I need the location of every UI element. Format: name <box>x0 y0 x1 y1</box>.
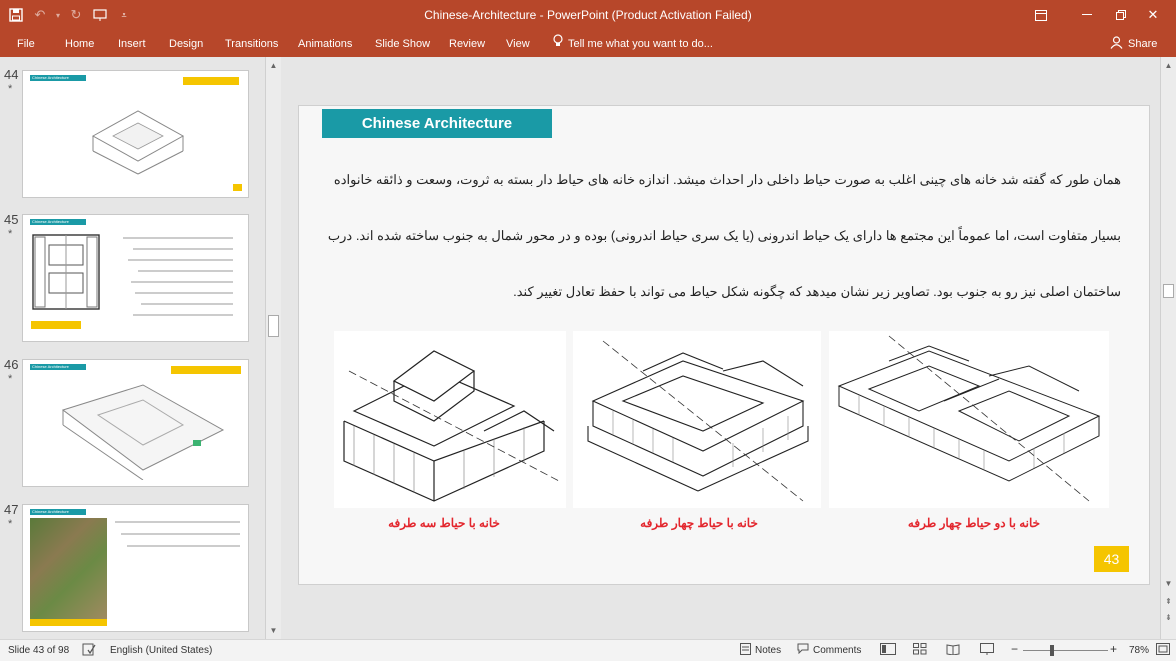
caption-two-courtyards[interactable]: خانه با دو حیاط چهار طرفه <box>907 516 1041 530</box>
body-text-line-1[interactable]: همان طور که گفته شد خانه های چینی اغلب به صورت حیاط داخلی دار احداث میشد. اندازه خانه های حیاط دار بسته به ثروت، وسعت و ذائقه خانواده <box>333 172 1121 187</box>
thumbnail-caption-box <box>183 77 239 85</box>
aerial-photo-image <box>30 518 107 619</box>
ribbon-tabs <box>0 30 1176 57</box>
thumbnail-caption-box <box>171 366 241 374</box>
scroll-up-icon[interactable]: ▲ <box>269 61 278 70</box>
caption-three-sided[interactable]: خانه با حیاط سه طرفه <box>388 516 500 530</box>
caption-four-sided[interactable]: خانه با حیاط چهار طرفه <box>640 516 758 530</box>
tab-animations[interactable]: Animations <box>298 38 353 50</box>
thumbnail-number: 45 <box>4 212 19 227</box>
scroll-thumb[interactable] <box>1163 284 1174 298</box>
status-bar <box>0 639 1176 661</box>
slide-page-number: 43 <box>1094 546 1129 572</box>
title-bar <box>0 0 1176 30</box>
tell-me-search[interactable] <box>553 34 713 54</box>
tab-design[interactable]: Design <box>169 38 204 50</box>
slide-editing-area <box>282 57 1160 639</box>
thumbnail-sketch <box>83 96 193 176</box>
slide-show-view-icon[interactable] <box>980 643 994 658</box>
thumbnail-floor-plan <box>31 233 101 311</box>
animation-star-icon: * <box>8 83 13 95</box>
thumbnail-sketch <box>53 380 233 480</box>
tab-file[interactable]: File <box>17 38 35 50</box>
thumbnail-page-badge <box>233 184 242 191</box>
scroll-up-icon[interactable]: ▲ <box>1164 61 1173 70</box>
slide-thumbnail-46[interactable] <box>22 359 249 487</box>
next-slide-icon[interactable]: ⇟ <box>1165 613 1172 622</box>
window-title: Chinese-Architecture - PowerPoint (Product Activation Failed) <box>424 8 752 22</box>
slide-canvas[interactable] <box>298 105 1150 585</box>
thumbnail-title: Chinese Architecture <box>30 509 86 515</box>
spelling-check-icon[interactable] <box>82 643 96 659</box>
thumbnail-number: 47 <box>4 502 19 517</box>
previous-slide-icon[interactable]: ⇞ <box>1165 597 1172 606</box>
language-status[interactable]: English (United States) <box>110 645 213 656</box>
notes-icon <box>740 643 751 658</box>
zoom-out-icon[interactable]: − <box>1011 642 1019 656</box>
ribbon-display-options-icon[interactable] <box>1018 0 1064 30</box>
thumbnail-scrollbar[interactable] <box>265 57 281 639</box>
thumbnail-title: Chinese Architecture <box>30 75 86 81</box>
zoom-in-icon[interactable]: + <box>1110 642 1118 656</box>
two-courtyards-image[interactable] <box>829 331 1109 508</box>
slide-title[interactable]: Chinese Architecture <box>322 109 552 138</box>
share-button[interactable] <box>1110 33 1157 55</box>
undo-icon[interactable]: ↶ <box>34 7 46 22</box>
animation-star-icon: * <box>8 228 13 240</box>
tab-review[interactable]: Review <box>449 38 486 50</box>
slide-thumbnail-pane <box>0 57 264 639</box>
comment-icon <box>797 643 809 657</box>
thumbnail-number: 46 <box>4 357 19 372</box>
slide-thumbnail-47[interactable] <box>22 504 249 632</box>
zoom-level[interactable]: 78% <box>1129 645 1150 656</box>
scroll-down-icon[interactable]: ▼ <box>269 626 278 635</box>
thumbnail-caption-box <box>31 321 81 329</box>
four-sided-courtyard-image[interactable] <box>573 331 821 508</box>
slide-scrollbar[interactable] <box>1160 57 1176 639</box>
slide-thumbnail-44[interactable] <box>22 70 249 198</box>
slide-sorter-icon[interactable] <box>913 643 927 658</box>
thumbnail-title: Chinese Architecture <box>30 219 86 225</box>
normal-view-icon[interactable] <box>880 643 896 658</box>
slide-counter: Slide 43 of 98 <box>8 645 70 656</box>
customize-toolbar-icon[interactable]: ⩡ <box>121 9 127 20</box>
zoom-slider[interactable] <box>1023 650 1108 651</box>
body-text-line-3[interactable]: ساختمان اصلی نیز رو به جنوب بود. تصاویر زیر نشان میدهد که چگونه شکل حیاط می تواند با حفظ تعادل تغییر کند. <box>513 284 1121 299</box>
present-from-beginning-icon[interactable] <box>90 5 110 25</box>
tab-view[interactable]: View <box>506 38 530 50</box>
tab-slide-show[interactable]: Slide Show <box>375 38 431 50</box>
thumbnail-title: Chinese Architecture <box>30 364 86 370</box>
comments-button[interactable] <box>797 643 861 657</box>
zoom-slider-thumb[interactable] <box>1050 645 1054 656</box>
lightbulb-icon <box>553 34 563 54</box>
save-icon[interactable] <box>6 5 26 25</box>
comments-label: Comments <box>813 644 862 656</box>
redo-icon[interactable]: ↻ <box>70 7 82 22</box>
share-label: Share <box>1128 38 1158 50</box>
notes-label: Notes <box>755 645 782 656</box>
three-sided-courtyard-image[interactable] <box>334 331 566 508</box>
tab-insert[interactable]: Insert <box>118 38 146 50</box>
tab-home[interactable]: Home <box>65 38 95 50</box>
reading-view-icon[interactable] <box>946 643 960 658</box>
tell-me-label: Tell me what you want to do... <box>568 38 713 50</box>
scroll-down-icon[interactable]: ▼ <box>1164 579 1173 588</box>
thumbnail-number: 44 <box>4 67 19 82</box>
animation-star-icon: * <box>8 373 13 385</box>
animation-star-icon: * <box>8 518 13 530</box>
quick-access-toolbar <box>6 5 134 25</box>
fit-slide-icon[interactable] <box>1156 643 1170 658</box>
body-text-line-2[interactable]: بسیار متفاوت است، اما عموماً این مجتمع ها دارای یک حیاط اندرونی (یا یک سری حیاط اندرونی) بوده و در محور شمال به جنوب ساخته شده اند. درب <box>327 228 1121 243</box>
person-icon <box>1110 36 1123 52</box>
scroll-thumb[interactable] <box>268 315 279 337</box>
slide-thumbnail-45[interactable] <box>22 214 249 342</box>
notes-button[interactable] <box>740 643 781 658</box>
close-icon[interactable]: ✕ <box>1147 7 1159 22</box>
tab-transitions[interactable]: Transitions <box>225 38 279 50</box>
thumbnail-caption-box <box>30 619 107 626</box>
chevron-down-icon[interactable]: ▾ <box>55 10 60 20</box>
